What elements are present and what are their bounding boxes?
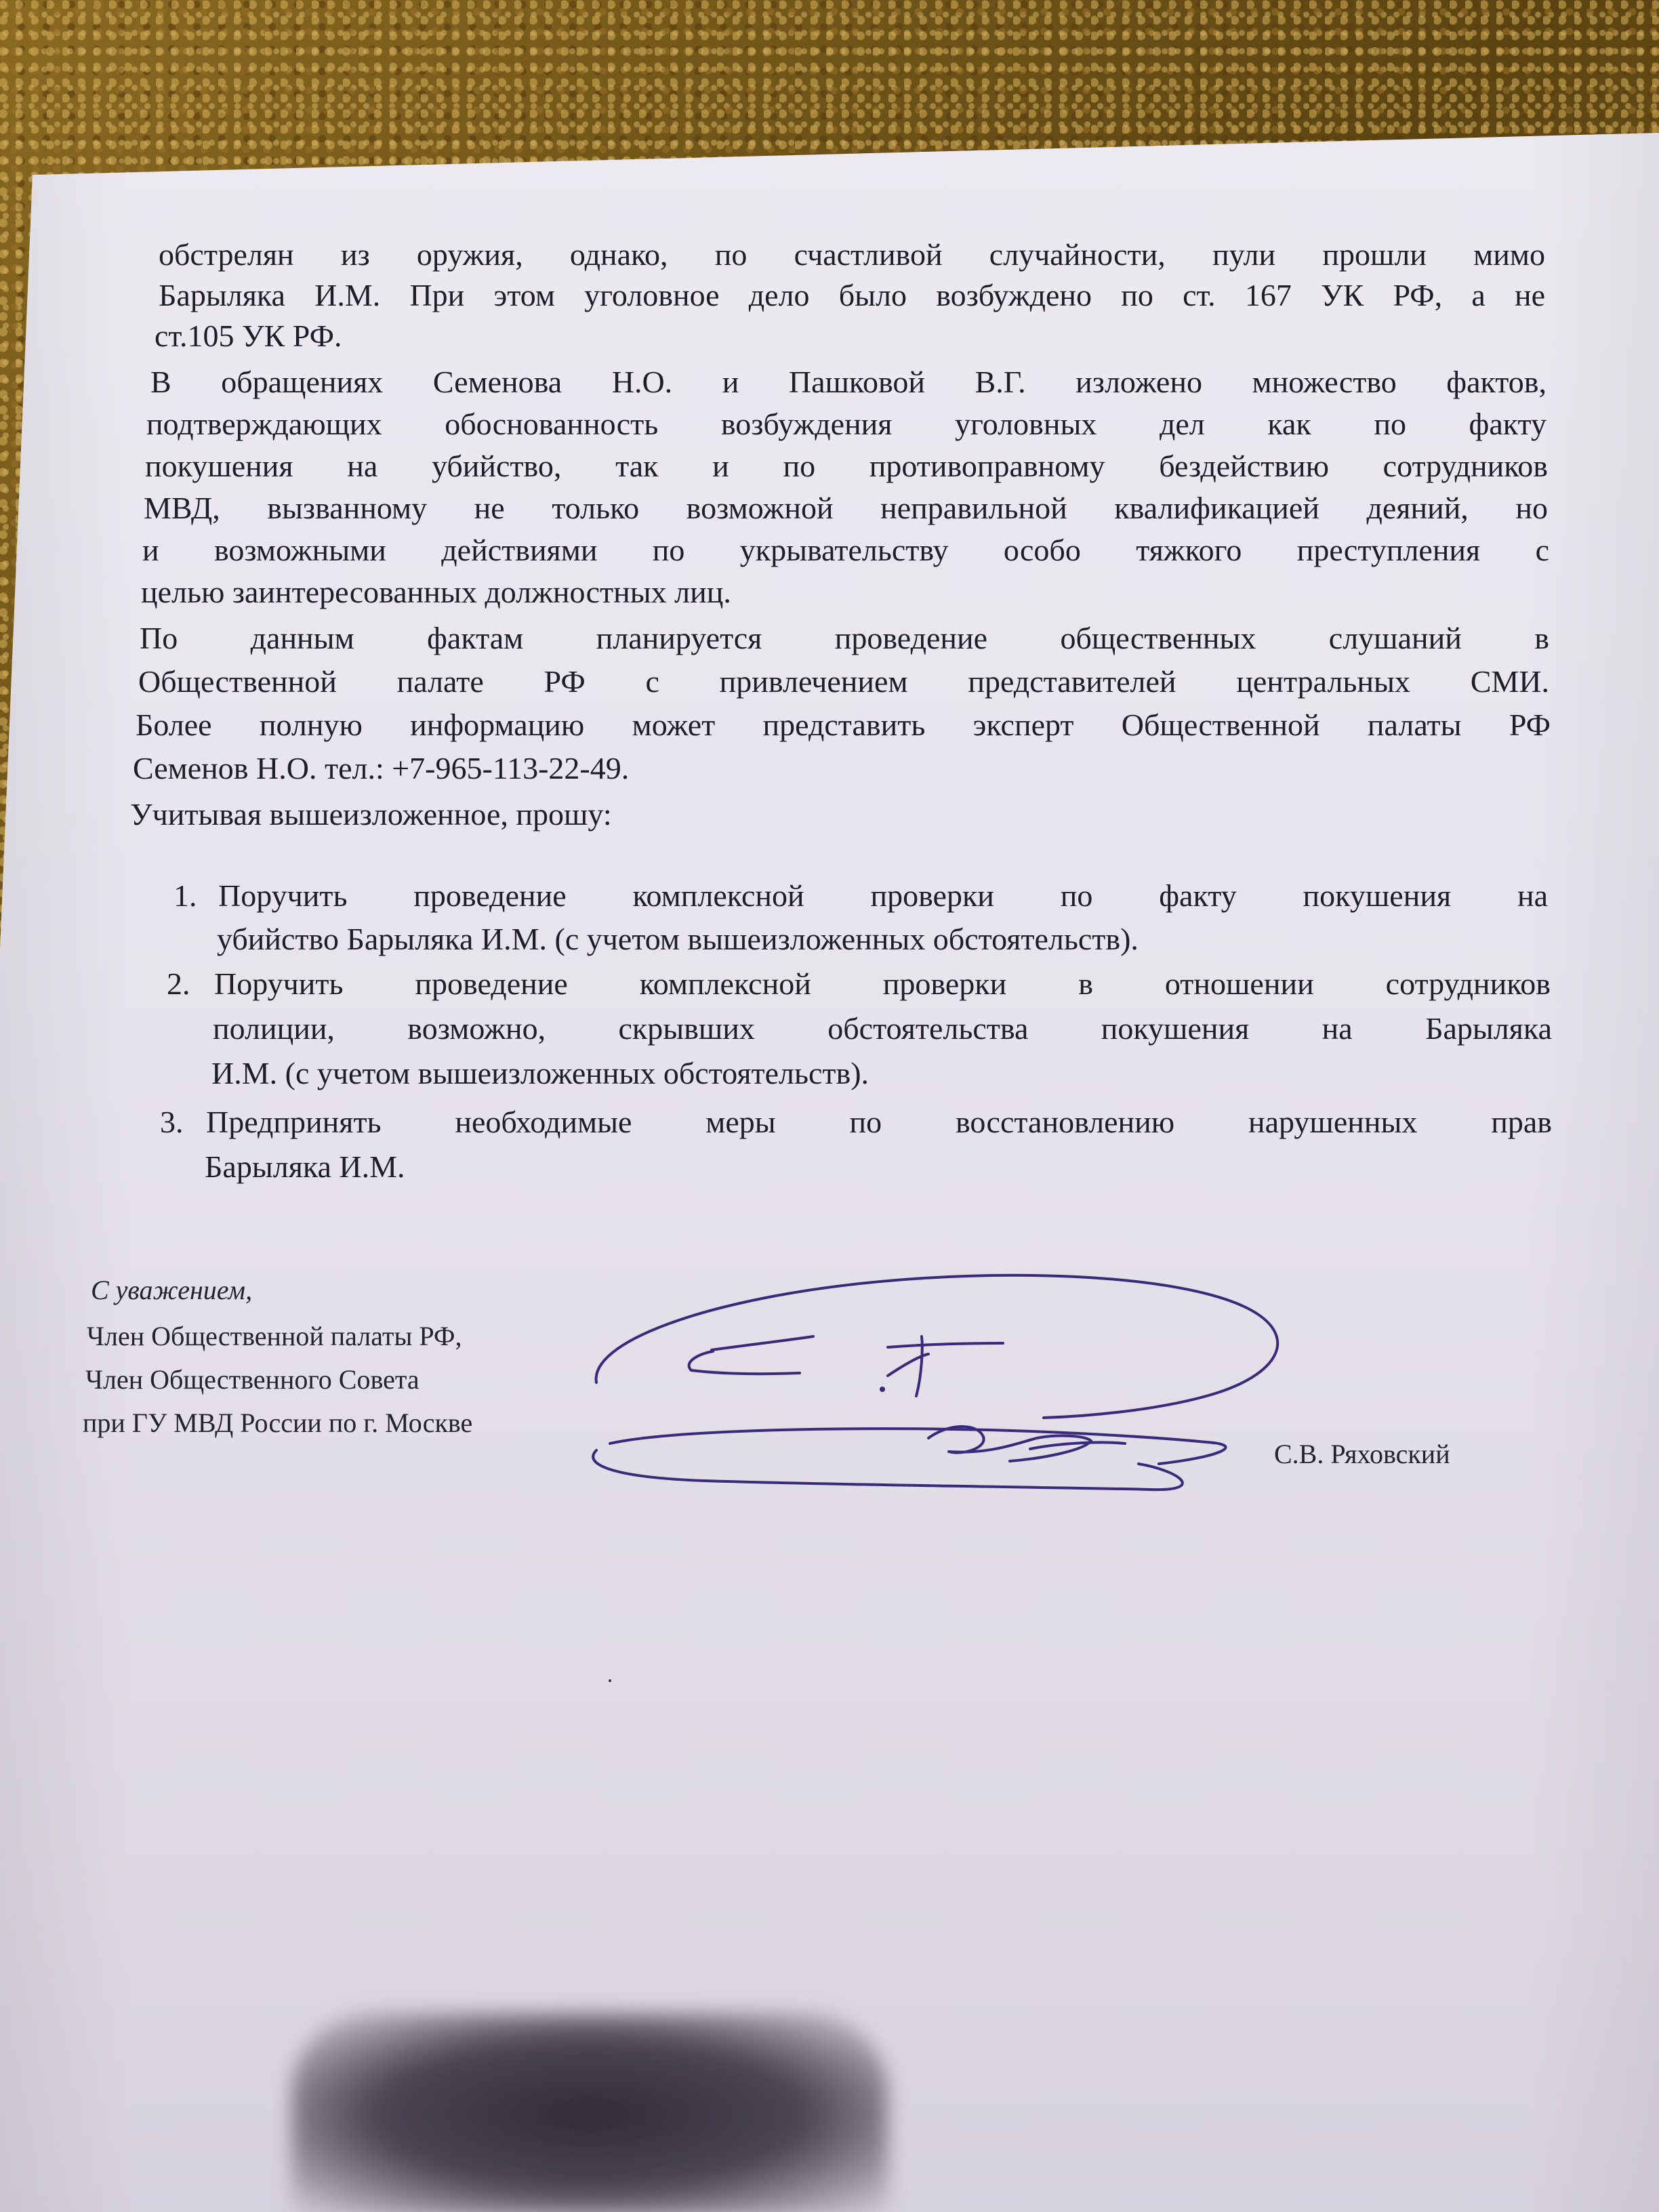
paper-speck (609, 1679, 611, 1682)
paragraph-3-line-3: Более полную информацию может представить эксперт Общественной палаты РФ (136, 708, 1551, 742)
request-2-line-2: полиции, возможно, скрывших обстоятельства покушения на Барыляка (213, 1011, 1552, 1046)
request-3-number: 3. (160, 1105, 184, 1139)
paragraph-3-line-4: Семенов Н.О. тел.: +7-965-113-22-49. (133, 751, 630, 785)
paragraph-1-line-3: ст.105 УК РФ. (155, 319, 342, 353)
closing-title-line-2: Член Общественного Совета (85, 1364, 419, 1395)
closing-title-line-3: при ГУ МВД России по г. Москве (83, 1408, 473, 1438)
request-2-line-1: Поручить проведение комплексной проверки в отношении сотрудников (214, 966, 1551, 1001)
paragraph-2-line-2: подтверждающих обоснованность возбуждения уголовных дел как по факту (146, 407, 1547, 441)
signatory-name: С.В. Ряховский (1274, 1439, 1450, 1469)
closing-greeting: С уважением, (91, 1275, 253, 1305)
request-2-number: 2. (167, 966, 190, 1001)
paragraph-2-line-4: МВД, вызванному не только возможной неправильной квалификацией деяний, но (144, 491, 1548, 525)
request-3-line-1: Предпринять необходимые меры по восстановлению нарушенных прав (206, 1105, 1552, 1139)
closing-title-line-1: Член Общественной палаты РФ, (87, 1321, 462, 1351)
paragraph-3-line-1: По данным фактам планируется проведение общественных слушаний в (140, 621, 1549, 655)
paragraph-2-line-1: В обращениях Семенова Н.О. и Пашковой В.Г. изложено множество фактов, (150, 365, 1547, 399)
handwritten-signature-icon (569, 1261, 1328, 1518)
paragraph-2-line-3: покушения на убийство, так и по противоправному бездействию сотрудников (145, 449, 1548, 483)
paragraph-2-line-5: и возможными действиями по укрывательству особо тяжкого преступления с (142, 533, 1549, 567)
paragraph-2-line-6: целью заинтересованных должностных лиц. (141, 575, 731, 609)
request-2-line-3: И.М. (с учетом вышеизложенных обстоятельств). (211, 1056, 869, 1090)
request-1-line-2: убийство Барыляка И.М. (с учетом вышеизложенных обстоятельств). (217, 922, 1139, 956)
request-1-number: 1. (173, 878, 197, 913)
camera-shadow (291, 2013, 888, 2212)
request-intro: Учитывая вышеизложенное, прошу: (130, 797, 612, 832)
paragraph-3-line-2: Общественной палате РФ с привлечением представителей центральных СМИ. (138, 664, 1549, 699)
paragraph-1-line-2: Барыляка И.М. При этом уголовное дело было возбуждено по ст. 167 УК РФ, а не (159, 278, 1545, 312)
request-1-line-1: Поручить проведение комплексной проверки по факту покушения на (218, 878, 1548, 913)
paragraph-1-line-1: обстрелян из оружия, однако, по счастливой случайности, пули прошли мимо (159, 237, 1545, 272)
request-3-line-2: Барыляка И.М. (205, 1149, 405, 1184)
